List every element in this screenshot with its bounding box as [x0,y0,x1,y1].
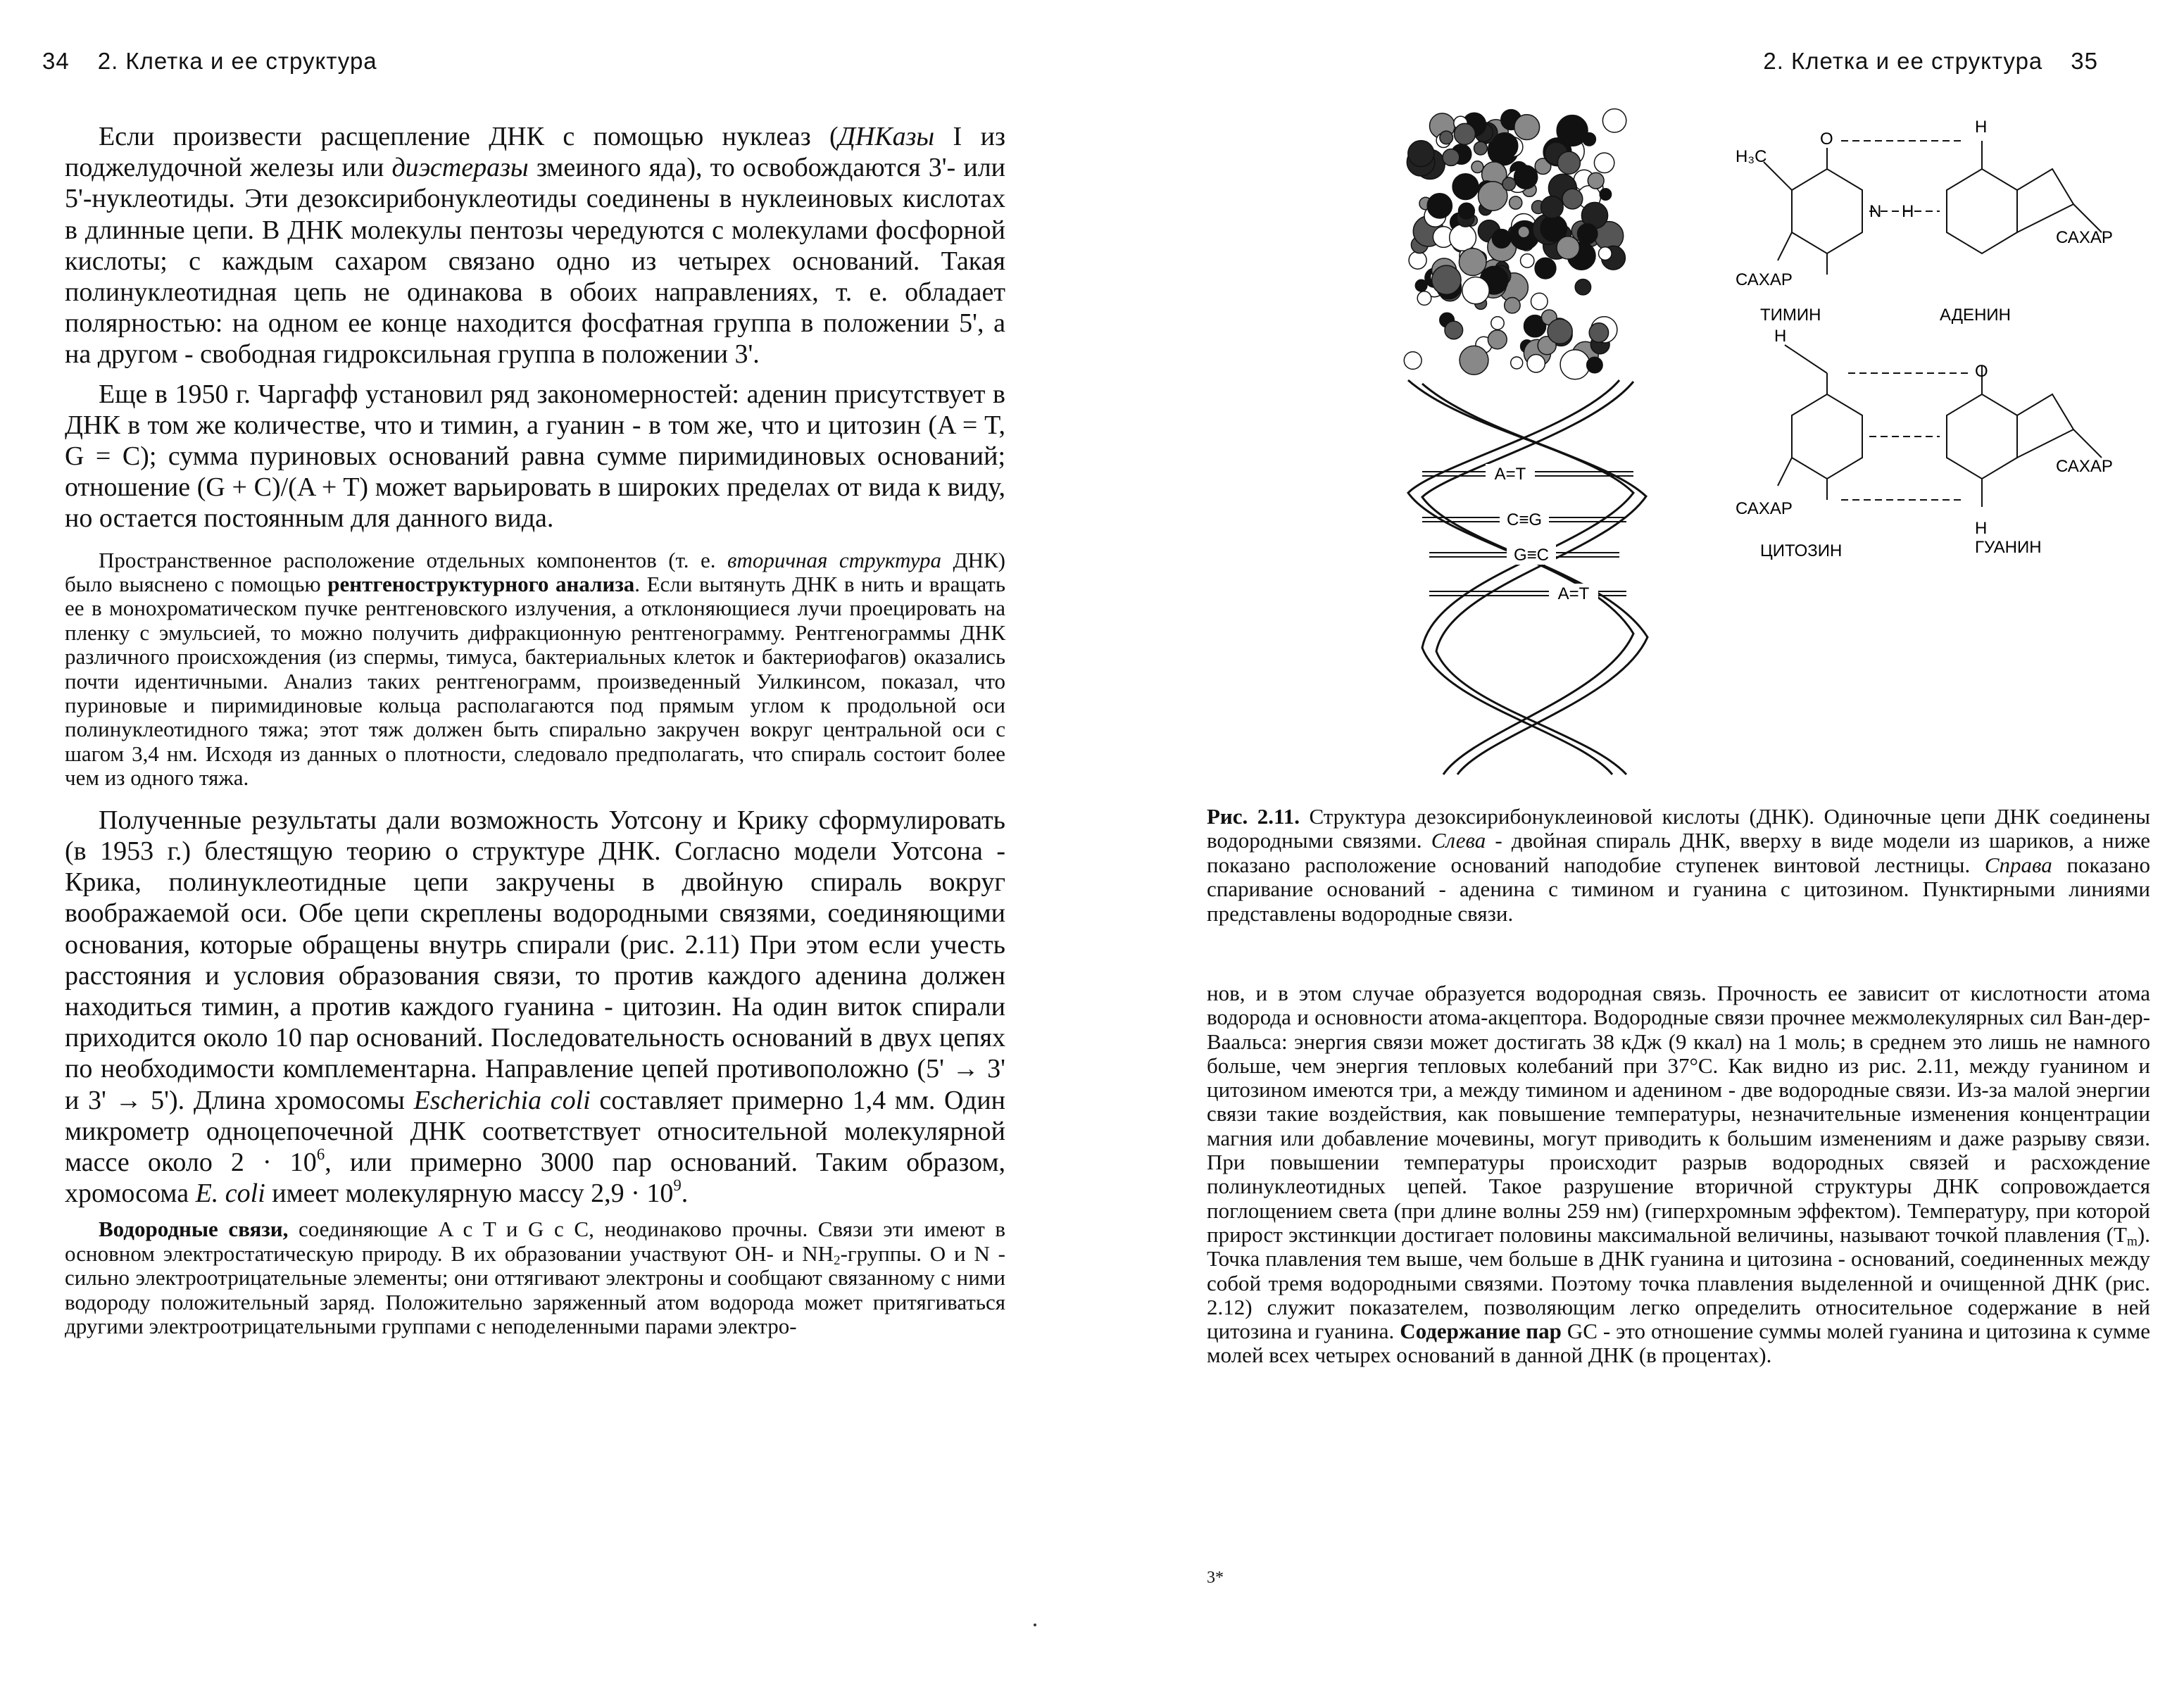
methyl-group: H₃C [1736,147,1767,166]
atom-ball [1587,357,1602,372]
atom-ball [1514,165,1538,189]
atom-ball [1415,280,1427,291]
atom-ball [1474,142,1488,155]
atom-ball [1578,224,1598,244]
atom-ball [1454,123,1475,144]
left-running-header [42,48,377,75]
atom-ball [1557,151,1580,174]
paragraph-xray-analysis: Пространственное расположение отдельных компонентов (т. е. вторичная структура ДНК) было выяснено с помощью рентгеноструктурного анализа. Если вытянуть ДНК в нить и вращать ее в монохроматическом пучке рентгеновского излучения, а отклоняющиеся лучи проецировать на пленку с эмульсией, то можно получить дифракционную рентгенограмму. Рентгенограммы ДНК различного происхождения (из спермы, тимуса, бактериальных клеток и бактериофагов) оказались почти идентичными. Анализ таких рентгенограмм, произведенный Уилкинсом, показал, что пуриновые и пиримидиновые кольца располагаются под прямым углом к продольной оси полинуклеотидного тяжа; этот тяж должен быть спирально закручен вокруг центральной оси с шагом 3,4 нм. Исходя из данных о плотности, следовало предполагать, что спираль состоит более чем из одного тяжа. [65,547,1005,791]
paragraph-melting-point: нов, и в этом случае образуется водородная связь. Прочность ее зависит от кислотности атома водорода и основности атома-акцептора. Водородные связи прочнее межмолекулярных сил Ван-дер-Ваальса: энергия связи может достигать 38 кДж (9 ккал) на 1 моль; в среднем это лишь не намного больше, чем энергия тепловых колебаний при 37°C. Как видно из рис. 2.11, между гуанином и цитозином имеются три, а между тимином и аденином - две водородные связи. Из-за малой энергии связи такие воздействия, как повышение температуры, незначительные изменения концентрации магния или добавление мочевины, могут приводить к большим изменениям и даже разрыву связи. При повышении температуры происходит разрыв водородных связей и расхождение полинуклеотидных цепей. Такое разрушение вторичной структуры ДНК сопровождается поглощением света (при длине волны 259 нм) (гиперхромным эффектом). Температуру, при которой прирост экстинкции достигает половины максимальной величины, называют точкой плавления $(T_m)$. Точка плавления тем выше, чем больше в ДНК гуанина и цитозина - оснований, соединенных между собой тремя водородными связями. Поэтому точка плавления выделенной и очищенной ДНК (рис. 2.12) служит показателем, позволяющим легко определить относительное содержание в ней цитозина и гуанина. Содержание пар GC - это отношение суммы молей гуанина и цитозина к сумме молей всех четырех оснований в данной ДНК (в процентах). [1207,981,2150,1368]
atom-ball [1460,346,1488,375]
dna-helix-figure [1380,99,1676,781]
atom-o-2: O [1975,362,1988,381]
atom-ball [1459,249,1486,276]
helix-pair-2: C≡G [1506,510,1543,529]
atom-ball [1531,293,1548,310]
left-chapter-title: 2. Клетка и ее структура [97,48,377,74]
guanine-label: ГУАНИН [1975,538,2042,557]
atom-ball [1557,237,1579,259]
atom-ball [1557,115,1588,146]
guanine-sugar: САХАР [2056,457,2113,476]
helix-ribbon [1408,380,1648,774]
atom-ball [1521,254,1534,268]
helix-pair-3: G≡C [1513,546,1550,565]
right-page [1098,0,2184,1689]
atom-ball [1588,172,1604,189]
paragraph-chargaff: Еще в 1950 г. Чаргафф установил ряд закономерностей: аденин присутствует в ДНК в том же количестве, что и тимин, а гуанин - в том же, что и цитозин (A = T, G = C); сумма пуриновых оснований равна сумме пиримидиновых оснований; отношение (G + C)/(A + T) может варьировать в широких пределах от вида к виду, но остается постоянным для данного вида. [65,379,1005,534]
base-pairing-figure [1736,118,2144,697]
atom-ball [1562,189,1583,209]
atom-ball [1599,247,1612,260]
atom-ball [1575,280,1590,295]
paragraph-nucleases: Если произвести расщепление ДНК с помощью нуклеаз (ДНКазы I из поджелудочной железы или диэстеразы змеиного яда), то освобождаются 3'- или 5'-нуклеотиды. Эти дезоксирибонуклеотиды соединены в нуклеиновых кислотах в длинные цепи. В ДНК молекулы пентозы чередуются с молекулами фосфорной кислоты; с каждым сахаром связано одно из четырех оснований. Такая полинуклеотидная цепь не одинакова в обоих направлениях, т. е. обладает полярностью: на одном ее конце находится фосфатная группа в положении 5', а на другом - свободная гидроксильная группа в положении 3'. [65,122,1005,370]
atom-ball [1527,355,1545,372]
atom-ball [1511,357,1523,369]
atom-ball [1600,189,1611,200]
atom-ball [1459,203,1475,219]
atom-ball [1492,230,1511,249]
cytosine-guanine-pair [1778,345,2102,507]
atom-ball [1535,258,1556,279]
atom-ball [1417,291,1431,306]
atom-ball [1404,352,1422,370]
helix-pair-4: A=T [1557,584,1590,603]
thymine-sugar: САХАР [1736,270,1793,289]
space-filling-model [1394,106,1633,387]
right-chapter-title: 2. Клетка и ее структура [1763,48,2043,74]
atom-ball [1443,149,1460,166]
right-text-column [1207,981,2150,1368]
atom-h-3: H [1774,327,1787,346]
thymine-label: ТИМИН [1760,306,1821,325]
cytosine-label: ЦИТОЗИН [1760,541,1843,560]
atom-ball [1602,109,1626,132]
atom-h-4: H [1975,519,1988,538]
left-text-column [65,121,1005,1338]
atom-ball [1514,115,1540,140]
helix-pair-1: A=T [1494,465,1526,484]
atom-n-1: N [1869,202,1882,221]
cytosine-sugar: САХАР [1736,499,1793,518]
adenine-label: АДЕНИН [1940,306,2011,325]
paragraph-watson-crick: Полученные результаты дали возможность Уотсону и Крику сформулировать (в 1953 г.) блестящую теорию о структуре ДНК. Согласно модели Уотсона - Крика, полинуклеотидные цепи закручены в двойную спираль вокруг воображаемой оси. Обе цепи скреплены водородными связями, соединяющими основания, которые обращены внутрь спирали (рис. 2.11) При этом если учесть расстояния и условия образования связи, то против каждого аденина должен находиться тимин, а против каждого гуанина - цитозин. На один виток спирали приходится около 10 пар оснований. Последовательность оснований в двух цепях по необходимости комплементарна. Направление цепей противоположно (5' → 3' и 3' → 5'). Длина хромосомы Escherichia coli составляет примерно 1,4 мм. Один микрометр одноцепочечной ДНК соответствует относительной молекулярной массе около $2 \cdot 10^6$, или примерно 3000 пар оснований. Таким образом, хромосома E. coli имеет молекулярную массу $2,9 \cdot 10^9$. [65,805,1006,1209]
atom-ball [1594,153,1614,172]
atom-o-1: O [1820,130,1833,149]
atom-ball [1518,226,1529,237]
atom-ball [1440,131,1453,144]
atom-h-2: H [1975,118,1988,137]
thymine-adenine-pair [1764,141,2102,275]
atom-ball [1548,319,1572,344]
atom-ball [1560,350,1590,379]
atom-ball [1541,196,1564,219]
atom-ball [1450,225,1476,251]
atom-h-1: H [1902,202,1914,221]
right-page-number: 35 [2071,48,2098,74]
right-running-header [1763,48,2098,75]
left-page [0,0,1084,1689]
atom-ball [1462,277,1489,303]
atom-ball [1589,323,1608,342]
atom-ball [1505,298,1520,313]
atom-ball [1488,330,1507,349]
atom-ball [1408,141,1434,167]
adenine-sugar: САХАР [2056,228,2113,247]
atom-ball [1471,161,1483,173]
left-page-number: 34 [42,48,70,74]
atom-ball [1409,251,1426,269]
atom-ball [1491,317,1504,329]
atom-ball [1492,133,1518,159]
atom-ball [1432,265,1461,294]
figure-caption: Рис. 2.11. Структура дезоксирибонуклеиновой кислоты (ДНК). Одиночные цепи ДНК соединены водородными связями. Слева - двойная спираль ДНК, вверху в виде модели из шариков, а ниже показано расположение оснований наподобие ступенек винтовой лестницы. Справа показано спаривание оснований - аденина с тимином и гуанина с цитозином. Пунктирными линиями представлены водородные связи. [1207,804,2150,926]
print-speck [1034,1624,1036,1626]
atom-ball [1452,174,1479,200]
atom-ball [1502,177,1516,191]
atom-ball [1445,321,1463,339]
atom-ball [1427,194,1452,218]
printer-signature: 3* [1207,1569,1224,1587]
paragraph-hydrogen-bonds: Водородные связи, соединяющие A с T и G с C, неодинаково прочны. Связи эти имеют в основном электростатическую природу. В их образовании участвуют OH- и $NH_2$-группы. O и N - сильно электроотрицательные элементы; они оттягивают электроны и сообщают связанному с ними водороду положительный заряд. Положительно заряженный атом водорода может притягиваться другими электроотрицательными группами с неподеленными парами электро- [65,1217,1005,1338]
atom-ball [1510,196,1522,209]
